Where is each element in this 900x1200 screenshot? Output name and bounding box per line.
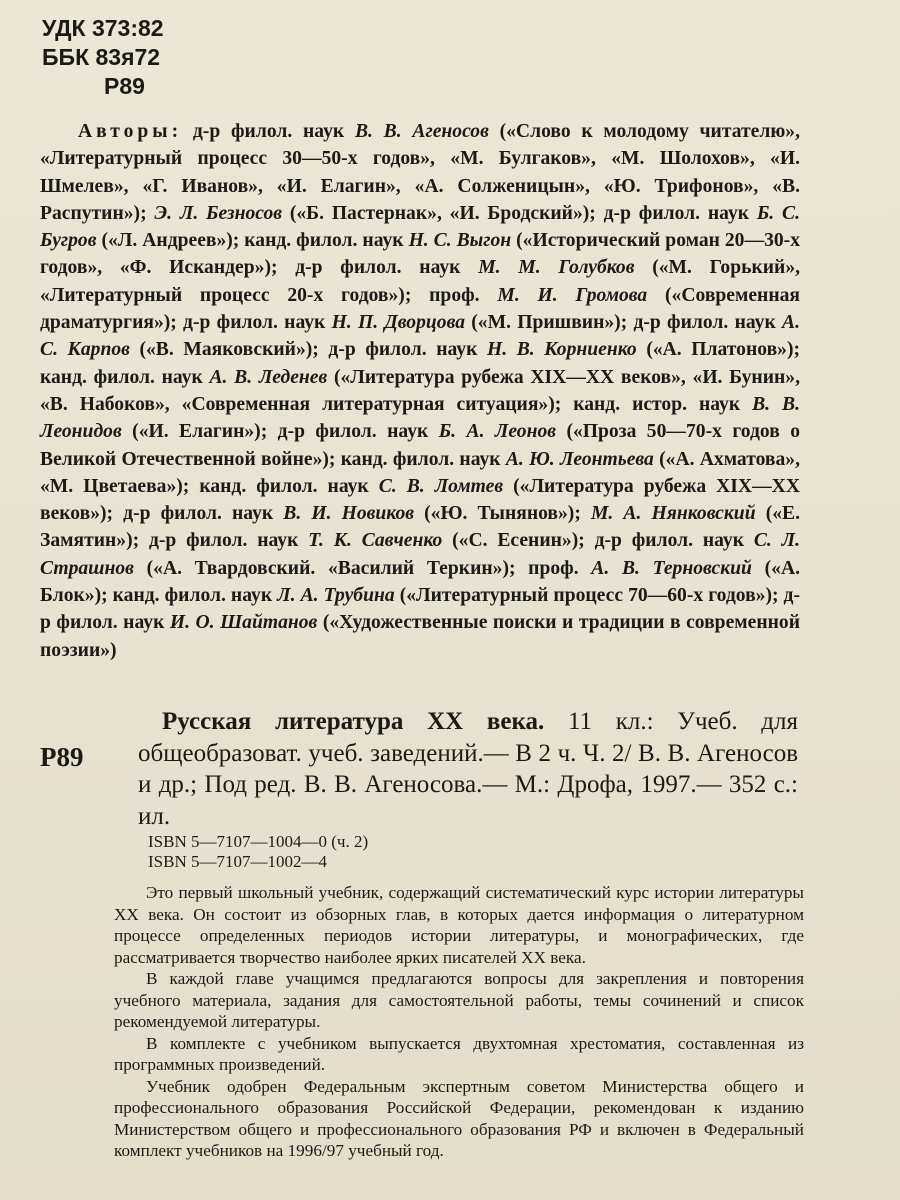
annotation-paragraph: В комплекте с учебником выпускается двухтомная хрестоматия, составленная из программных произведений. xyxy=(114,1033,804,1074)
author-name: Л. А. Трубина xyxy=(277,585,395,607)
author-name: С. Л. Страшнов xyxy=(40,530,800,579)
author-text: («А. Ахматова», «М. Цветаева»); канд. филол. наук xyxy=(40,448,800,497)
author-name: Н. С. Выгон xyxy=(408,230,512,252)
bibliography-index: Р89 xyxy=(40,742,84,772)
author-text: («В. Маяковский»); д-р филол. наук xyxy=(129,339,487,361)
author-name: А. В. Леденев xyxy=(209,366,328,388)
author-text: («Слово к молодому читателю», «Литературный процесс 30—50-х годов», «М. Булгаков», «М. Шолохов», «И. Шмелев», «Г. Иванов», «И. Елагин», «А. Солженицын», «Ю. Трифонов», «В. Распутин»); xyxy=(40,121,800,224)
author-name: Б. А. Леонов xyxy=(438,421,557,443)
author-text: («Художественные поиски и традиции в современной поэзии») xyxy=(40,612,800,661)
bibliographic-details: 11 кл.: Учеб. для общеобразоват. учеб. заведений.— В 2 ч. Ч. 2/ В. В. Агеносов и др.; Под ред. В. В. Агеносова.— М.: Дрофа, 1997.— 352 с.: ил. xyxy=(138,708,798,830)
udk-code: УДК 373:82 xyxy=(42,15,164,41)
annotation xyxy=(114,882,804,1162)
author-name: Т. К. Савченко xyxy=(308,530,443,552)
author-text: («С. Есенин»); д-р филол. наук xyxy=(442,530,754,552)
author-text: («А. Блок»); канд. филол. наук xyxy=(40,557,800,607)
isbn-set: ISBN 5—7107—1002—4 xyxy=(148,852,327,871)
isbn-volume: ISBN 5—7107—1004—0 (ч. 2) xyxy=(148,832,369,851)
author-name: Б. С. Бугров xyxy=(40,202,800,252)
annotation-paragraph: В каждой главе учащимся предлагаются вопросы для закрепления и повторения учебного материала, задания для самостоятельной работы, темы сочинений и список рекомендуемой литературы. xyxy=(114,969,804,1031)
book-title: Русская литература XX века. xyxy=(162,708,545,735)
author-name: Н. В. Корниенко xyxy=(486,339,637,361)
author-text: («А. Платонов»); канд. филол. наук xyxy=(40,339,800,388)
author-text: («М. Пришвин»); д-р филол. наук xyxy=(465,312,783,334)
author-text: («Л. Андреев»); канд. филол. наук xyxy=(96,230,409,252)
author-text: («Литература рубежа XIX—XX веков»); д-р филол. наук xyxy=(40,475,800,525)
annotation-paragraph: Это первый школьный учебник, содержащий систематический курс истории литературы XX века. Он состоит из обзорных глав, в которых дается информация о литературном процессе определенных периодов истории литературы, и монографических, где рассматривается творчество наиболее ярких писателей XX века. xyxy=(114,883,804,967)
author-name: В. В. Леонидов xyxy=(40,393,800,443)
annotation-paragraph: Учебник одобрен Федеральным экспертным советом Министерства общего и профессионального образования Российской Федерации, рекомендован к изданию Министерством общего и профессионального образования РФ и включен в Федеральный комплект учебников на 1996/97 учебный год. xyxy=(114,1076,804,1160)
author-name: М. И. Громова xyxy=(497,284,648,306)
author-text: («Литература рубежа XIX—XX веков», «И. Бунин», «В. Набоков», «Современная литературная ситуация»); канд. истор. наук xyxy=(40,366,801,415)
bibliographic-record xyxy=(138,706,798,832)
author-name: А. Ю. Леонтьева xyxy=(505,448,654,470)
author-name: И. О. Шайтанов xyxy=(169,612,318,634)
bbk-code: ББК 83я72 xyxy=(42,44,161,70)
isbn-block xyxy=(148,832,368,872)
author-text: («Ю. Тынянов»); xyxy=(414,503,591,525)
author-name: Э. Л. Безносов xyxy=(154,202,283,224)
authors-label: Авторы: xyxy=(78,121,183,142)
author-text: («Е. Замятин»); д-р филол. наук xyxy=(40,503,801,552)
author-name: В. В. Агеносов xyxy=(354,121,489,142)
author-text: («Современная драматургия»); д-р филол. наук xyxy=(40,284,801,334)
author-text: («Б. Пастернак», «И. Бродский»); д-р филол. наук xyxy=(282,202,757,224)
author-text: («Исторический роман 20—30-х годов», «Ф. Искандер»); д-р филол. наук xyxy=(40,230,800,279)
classification-codes xyxy=(42,14,164,101)
author-text: («Проза 50—70-х годов о Великой Отечественной войне»); канд. филол. наук xyxy=(40,421,800,470)
author-name: А. В. Терновский xyxy=(591,557,752,579)
author-text: («Литературный процесс 70—60-х годов»); д-р филол. наук xyxy=(40,585,800,634)
author-text: («А. Твардовский. «Василий Теркин»); проф. xyxy=(133,557,592,579)
author-name: Н. П. Дворцова xyxy=(331,312,465,334)
author-index-code: Р89 xyxy=(104,73,145,99)
author-text: («И. Елагин»); д-р филол. наук xyxy=(121,421,439,443)
authors-paragraph xyxy=(40,118,800,664)
author-name: М. М. Голубков xyxy=(478,257,635,279)
author-name: С. В. Ломтев xyxy=(378,475,504,497)
author-text: («М. Горький», «Литературный процесс 20-х годов»); проф. xyxy=(40,257,801,306)
author-name: М. А. Нянковский xyxy=(590,503,756,525)
author-name: А. С. Карпов xyxy=(40,312,800,361)
authors-list xyxy=(40,121,800,661)
author-text: д-р филол. наук xyxy=(182,121,355,142)
author-name: В. И. Новиков xyxy=(283,503,415,525)
